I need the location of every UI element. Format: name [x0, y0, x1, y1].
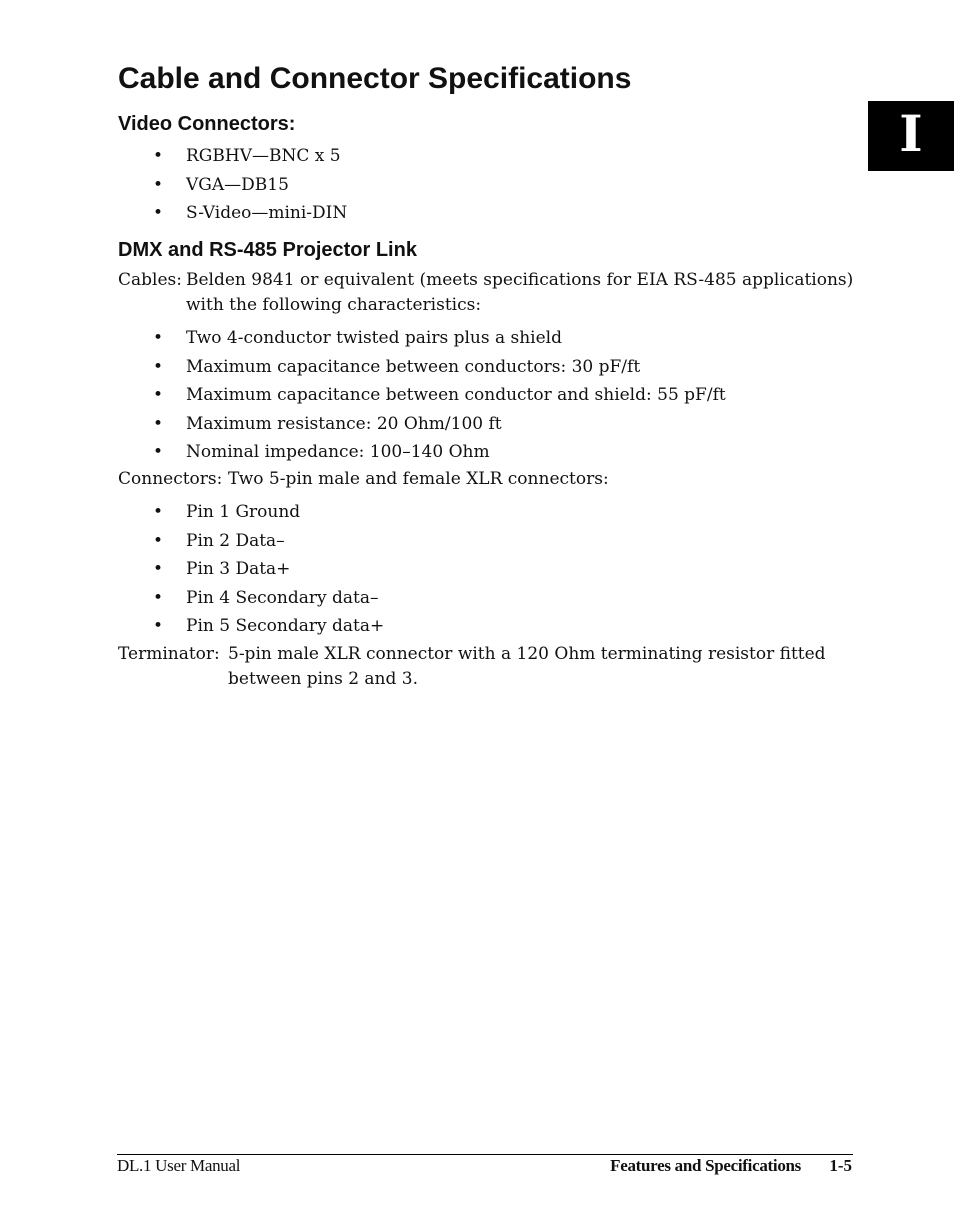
- connectors-label: Connectors:: [118, 469, 223, 489]
- cables-label: Cables:: [118, 270, 182, 290]
- bullet: •: [153, 174, 164, 195]
- footer-divider: [117, 1154, 853, 1155]
- terminator-label: Terminator:: [118, 644, 220, 664]
- list-item-text: Pin 4 Secondary data–: [186, 587, 379, 608]
- page-number: 1-5: [829, 1156, 852, 1175]
- cables-line-2: with the following characteristics:: [186, 295, 482, 315]
- list-item-text: Pin 1 Ground: [186, 502, 301, 522]
- dmx-heading: DMX and RS-485 Projector Link: [118, 239, 417, 261]
- bullet: •: [153, 442, 164, 462]
- list-item-text: Two 4-conductor twisted pairs plus a shield: [186, 328, 562, 348]
- bullet: •: [153, 559, 164, 579]
- list-item-text: Pin 3 Data+: [186, 559, 291, 579]
- bullet: •: [153, 356, 164, 377]
- list-item-text: Maximum capacitance between conductor and shield: 55 pF/ft: [186, 385, 726, 405]
- list-item-text: RGBHV—BNC x 5: [186, 146, 341, 166]
- footer-section-title: Features and Specifications: [610, 1156, 801, 1175]
- bullet: •: [153, 587, 164, 608]
- cables-line-1: Belden 9841 or equivalent (meets specifications for EIA RS-485 applications): [186, 270, 854, 290]
- terminator-line-2: between pins 2 and 3.: [228, 669, 419, 689]
- bullet: •: [153, 530, 164, 551]
- bullet: •: [153, 502, 164, 522]
- terminator-line-1: 5-pin male XLR connector with a 120 Ohm terminating resistor fitted: [228, 644, 826, 664]
- bullet: •: [153, 146, 164, 166]
- bullet: •: [153, 203, 164, 223]
- bullet: •: [153, 616, 164, 636]
- list-item-text: Maximum resistance: 20 Ohm/100 ft: [186, 413, 502, 434]
- page-title: Cable and Connector Specifications: [118, 62, 632, 95]
- video-connectors-heading: Video Connectors:: [118, 113, 296, 135]
- list-item-text: Maximum capacitance between conductors: 30 pF/ft: [186, 356, 641, 377]
- chapter-tab: I: [868, 101, 954, 171]
- list-item-text: S-Video—mini-DIN: [186, 203, 348, 223]
- bullet: •: [153, 413, 164, 434]
- list-item-text: Pin 2 Data–: [186, 530, 285, 551]
- list-item-text: VGA—DB15: [186, 174, 289, 195]
- connectors-text: Two 5-pin male and female XLR connectors:: [228, 469, 609, 489]
- list-item-text: Pin 5 Secondary data+: [186, 616, 385, 636]
- list-item-text: Nominal impedance: 100–140 Ohm: [186, 442, 490, 462]
- footer-manual-title: DL.1 User Manual: [117, 1156, 241, 1175]
- bullet: •: [153, 328, 164, 348]
- bullet: •: [153, 385, 164, 405]
